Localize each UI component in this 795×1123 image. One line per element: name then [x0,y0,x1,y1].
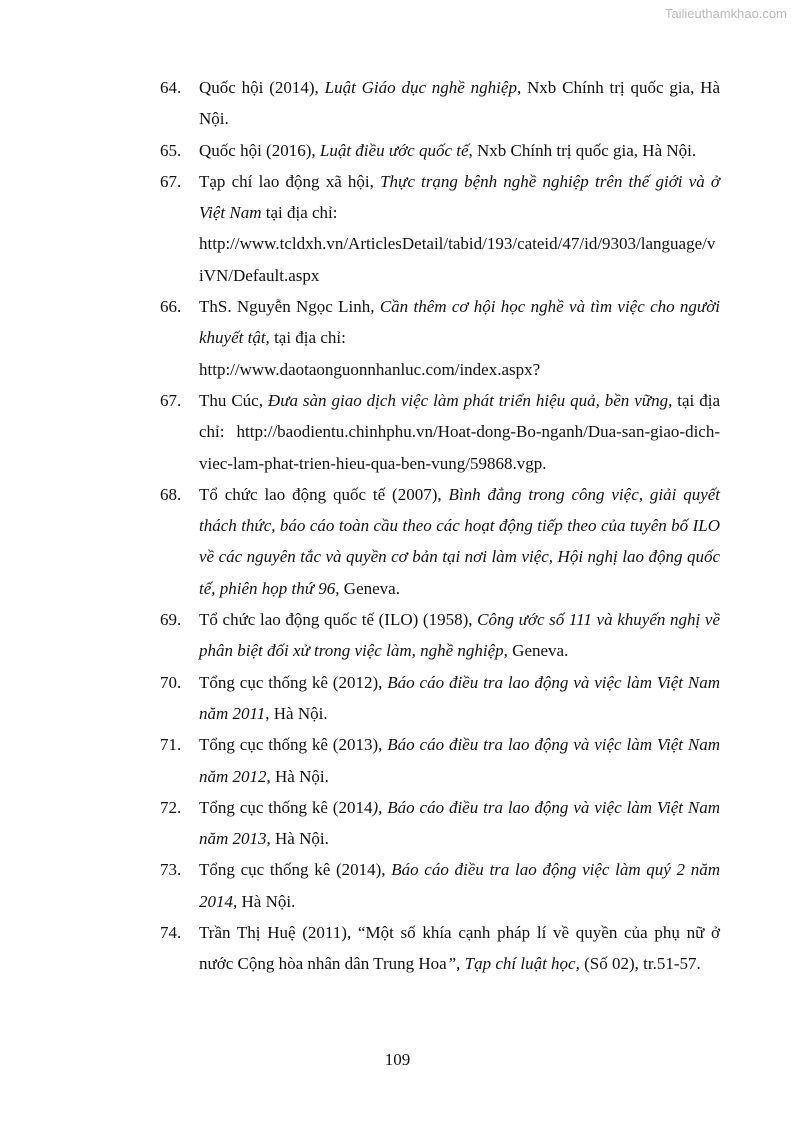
reference-title: Báo cáo điều tra lao động và việc làm Việt Nam năm 2012 [199,735,720,786]
reference-number: 68. [160,484,182,504]
reference-text [199,479,720,604]
reference-publisher: Geneva. [507,641,569,661]
reference-item [160,479,720,604]
reference-text [199,854,720,917]
reference-item [160,385,720,479]
reference-publisher: , Nxb Chính trị quốc gia, Hà Nội. [468,140,697,160]
reference-text [199,166,720,291]
reference-publisher: , Hà Nội. [265,703,328,723]
reference-url[interactable]: http://www.daotaonguonnhanluc.com/index.aspx? [199,359,541,379]
reference-url[interactable]: http://www.tcldxh.vn/ArticlesDetail/tabid/193/cateid/47/id/9303/language/viVN/Default.aspx [199,234,716,285]
reference-publisher: tại địa chỉ: [269,328,346,348]
reference-publisher: Geneva. [339,578,400,598]
reference-author: Tổng cục thống kê (2013), [199,735,388,755]
reference-publisher: , Nxb Chính trị quốc gia, Hà Nội. [199,78,720,129]
reference-url[interactable]: http://baodientu.chinhphu.vn/Hoat-dong-Bo-nganh/Dua-san-giao-dich-viec-lam-phat-trien-hieu-qua-ben-vung/59868.vgp [199,422,720,473]
reference-number: 65. [160,140,182,160]
watermark: Tailieuthamkhao.com [664,6,787,21]
reference-item [160,854,720,917]
reference-item [160,917,720,980]
reference-title: Báo cáo điều tra lao động và việc làm Việt Nam năm 2011 [199,672,720,723]
reference-publisher: , Hà Nội. [266,829,329,849]
reference-publisher: , Hà Nội. [233,891,296,911]
reference-text [199,291,720,385]
reference-title: Đưa sàn giao dịch việc làm phát triển hiệu quả, bền vững, [267,390,673,410]
reference-item [160,667,720,730]
reference-item [160,792,720,855]
reference-number: 72. [160,797,182,817]
reference-publisher: tại địa chỉ: [199,390,720,442]
reference-text [199,72,720,135]
reference-publisher: tại địa chỉ: [261,203,338,223]
reference-publisher: (Số 02), tr.51-57. [579,954,701,974]
reference-publisher: , Hà Nội. [266,766,329,786]
reference-item [160,135,720,166]
reference-number: 74. [160,923,182,943]
reference-text [199,667,720,730]
reference-tail: . [542,453,547,473]
reference-item [160,729,720,792]
reference-title: Luật điều ước quốc tế [319,140,469,160]
reference-author: Tổng cục thống kê (2014), [199,860,392,880]
reference-author: Tổ chức lao động quốc tế (2007), [199,484,449,504]
reference-title: Thực trạng bệnh nghề nghiệp trên thế giới và ở Việt Nam [199,171,720,223]
reference-text [199,792,720,855]
reference-text [199,604,720,667]
reference-number: 64. [160,78,182,97]
reference-author: ThS. Nguyễn Ngọc Linh [199,297,371,317]
reference-title: Báo cáo điều tra lao động việc làm quý 2 năm 2014 [199,860,720,911]
reference-author: Tổng cục thống kê (2014 [199,797,373,817]
reference-number: 67. [160,171,182,191]
reference-author: Tạp chí lao động xã hội, [199,171,381,191]
reference-number: 67. [160,390,182,410]
reference-author: Quốc hội (2014), [199,78,325,97]
reference-author: Trần Thị Huệ (2011), “Một số khía cạnh pháp lí về quyền của phụ nữ ở nước Cộng hòa nhân dân Trung Hoa [199,923,720,974]
reference-number: 73. [160,860,182,880]
reference-list [160,72,720,980]
reference-title: ), Báo cáo điều tra lao động và việc làm Việt Nam năm 2013 [199,797,720,849]
page-number: 109 [384,1050,411,1069]
reference-author: Thu Cúc, [199,390,268,410]
reference-text [199,385,720,479]
reference-number: 70. [160,672,182,692]
reference-author: Tổ chức lao động quốc tế (ILO) (1958), [199,610,478,630]
reference-title: ”, Tạp chí luật học, [446,954,580,974]
reference-item [160,604,720,667]
reference-author: Quốc hội (2016), [199,140,320,160]
reference-number: 71. [160,735,182,755]
reference-item [160,291,720,385]
reference-title: Công ước số 111 và khuyến nghị về phân biệt đối xử trong việc làm, nghề nghiệp, [199,610,720,661]
reference-title: Bình đẳng trong công việc, giải quyết thách thức, báo cáo toàn cầu theo các hoạt động tiếp theo của tuyên bố ILO về các nguyên tắc và quyền cơ bản tại nơi làm việc, Hội nghị lao động quốc tế, phiên họp thứ 96, [199,484,721,598]
reference-text [199,729,720,792]
reference-title: , Cần thêm cơ hội học nghề và tìm việc cho người khuyết tật, [199,297,721,348]
reference-number: 69. [160,610,182,630]
reference-text [199,917,720,980]
reference-number: 66. [160,297,182,317]
reference-item [160,72,720,135]
reference-text [199,135,720,166]
reference-author: Tổng cục thống kê (2012), [199,672,388,692]
reference-item [160,166,720,291]
reference-title: Luật Giáo dục nghề nghiệp [324,78,517,97]
